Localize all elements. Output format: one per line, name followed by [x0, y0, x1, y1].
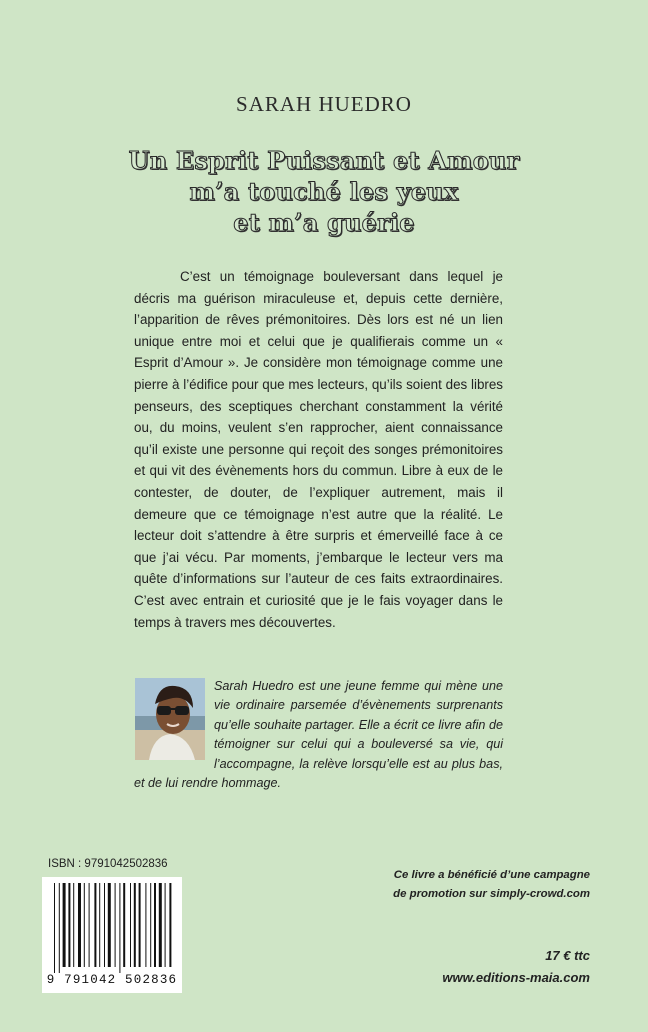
book-summary: C’est un témoignage bouleversant dans lequel je décris ma guérison miraculeuse et, depuis cette dernière, l’apparition de rêves prémonitoires. Dès lors est né un lien unique entre moi et celui que je qualifierais comme un « Esprit d’Amour ». Je considère mon témoignage comme une pierre à l’édifice pour que mes lecteurs, qu’ils soient des libres penseurs, des sceptiques cherchant constamment la vérité ou, du moins, veulent s’en rapprocher, aient connaissance qu’il existe une personne qui reçoit des songes prémonitoires et qui vit des évènements hors du commun. Libre à eux de le contester, de douter, de l’expliquer autrement, mais il demeure que ce témoignage n’est autre que la réalité. Le lecteur doit s’attendre à être surpris et émerveillé face à ce que j’ai vécu. Par moments, j’embarque le lecteur vers ma quête d’informations sur l’auteur de ces faits extraordinaires. C’est avec entrain et curiosité que je le fais voyager dans le temps à travers mes découvertes. [134, 269, 503, 630]
barcode-bar [99, 883, 100, 967]
barcode-bar [154, 883, 156, 967]
barcode-bars [42, 877, 182, 973]
barcode-bar [108, 883, 111, 967]
barcode-bar [130, 883, 131, 967]
author-name: SARAH HUEDRO [236, 92, 412, 116]
title-line-1: Un Esprit Puissant et Amour [128, 146, 520, 175]
barcode-bar [139, 883, 141, 967]
barcode-bar [165, 883, 166, 967]
title-line-2: m’a touché les yeux [189, 177, 459, 206]
title-line-3: et m’a guérie [233, 208, 415, 237]
barcode-bar [89, 883, 90, 967]
barcode-bar [54, 883, 55, 973]
book-title [0, 145, 648, 238]
isbn-barcode [42, 877, 182, 993]
author-bio-text: Sarah Huedro est une jeune femme qui mène une vie ordinaire parsemée d’évènements surprenants qu’elle souhaite partager. Elle a écrit ce livre afin de témoigner sur celui qui a bouleversé sa vie, qui l’accompagne, la relève lorsqu’elle est au plus bas, et de lui rendre hommage. [134, 679, 503, 791]
barcode-bar [63, 883, 66, 967]
barcode-bar [94, 883, 96, 967]
barcode-bar [84, 883, 85, 967]
bio-photo-spacer [134, 677, 214, 755]
barcode-bar [78, 883, 81, 967]
barcode-bar [104, 883, 105, 967]
barcode-bar [150, 883, 151, 967]
barcode-bar [59, 883, 60, 973]
price: 17 € ttc [545, 948, 590, 963]
barcode-bar [68, 883, 70, 967]
barcode-bar [145, 883, 146, 967]
publisher-website: www.editions-maia.com [442, 970, 590, 985]
isbn-label: ISBN : 9791042502836 [48, 858, 168, 870]
author-bio [134, 677, 503, 793]
barcode-bar [134, 883, 136, 967]
barcode-bar [169, 883, 171, 967]
promotion-line-1: Ce livre a bénéficié d’une campagne [393, 869, 590, 881]
barcode-bar [73, 883, 74, 967]
barcode-bar [159, 883, 162, 967]
barcode-bar [119, 883, 120, 973]
promotion-line-2: de promotion sur simply-crowd.com [393, 888, 590, 900]
promotion-note [330, 866, 590, 904]
barcode-bar [115, 883, 116, 967]
barcode-digits: 9 791042 502836 [46, 973, 178, 987]
barcode-bar [123, 883, 125, 967]
